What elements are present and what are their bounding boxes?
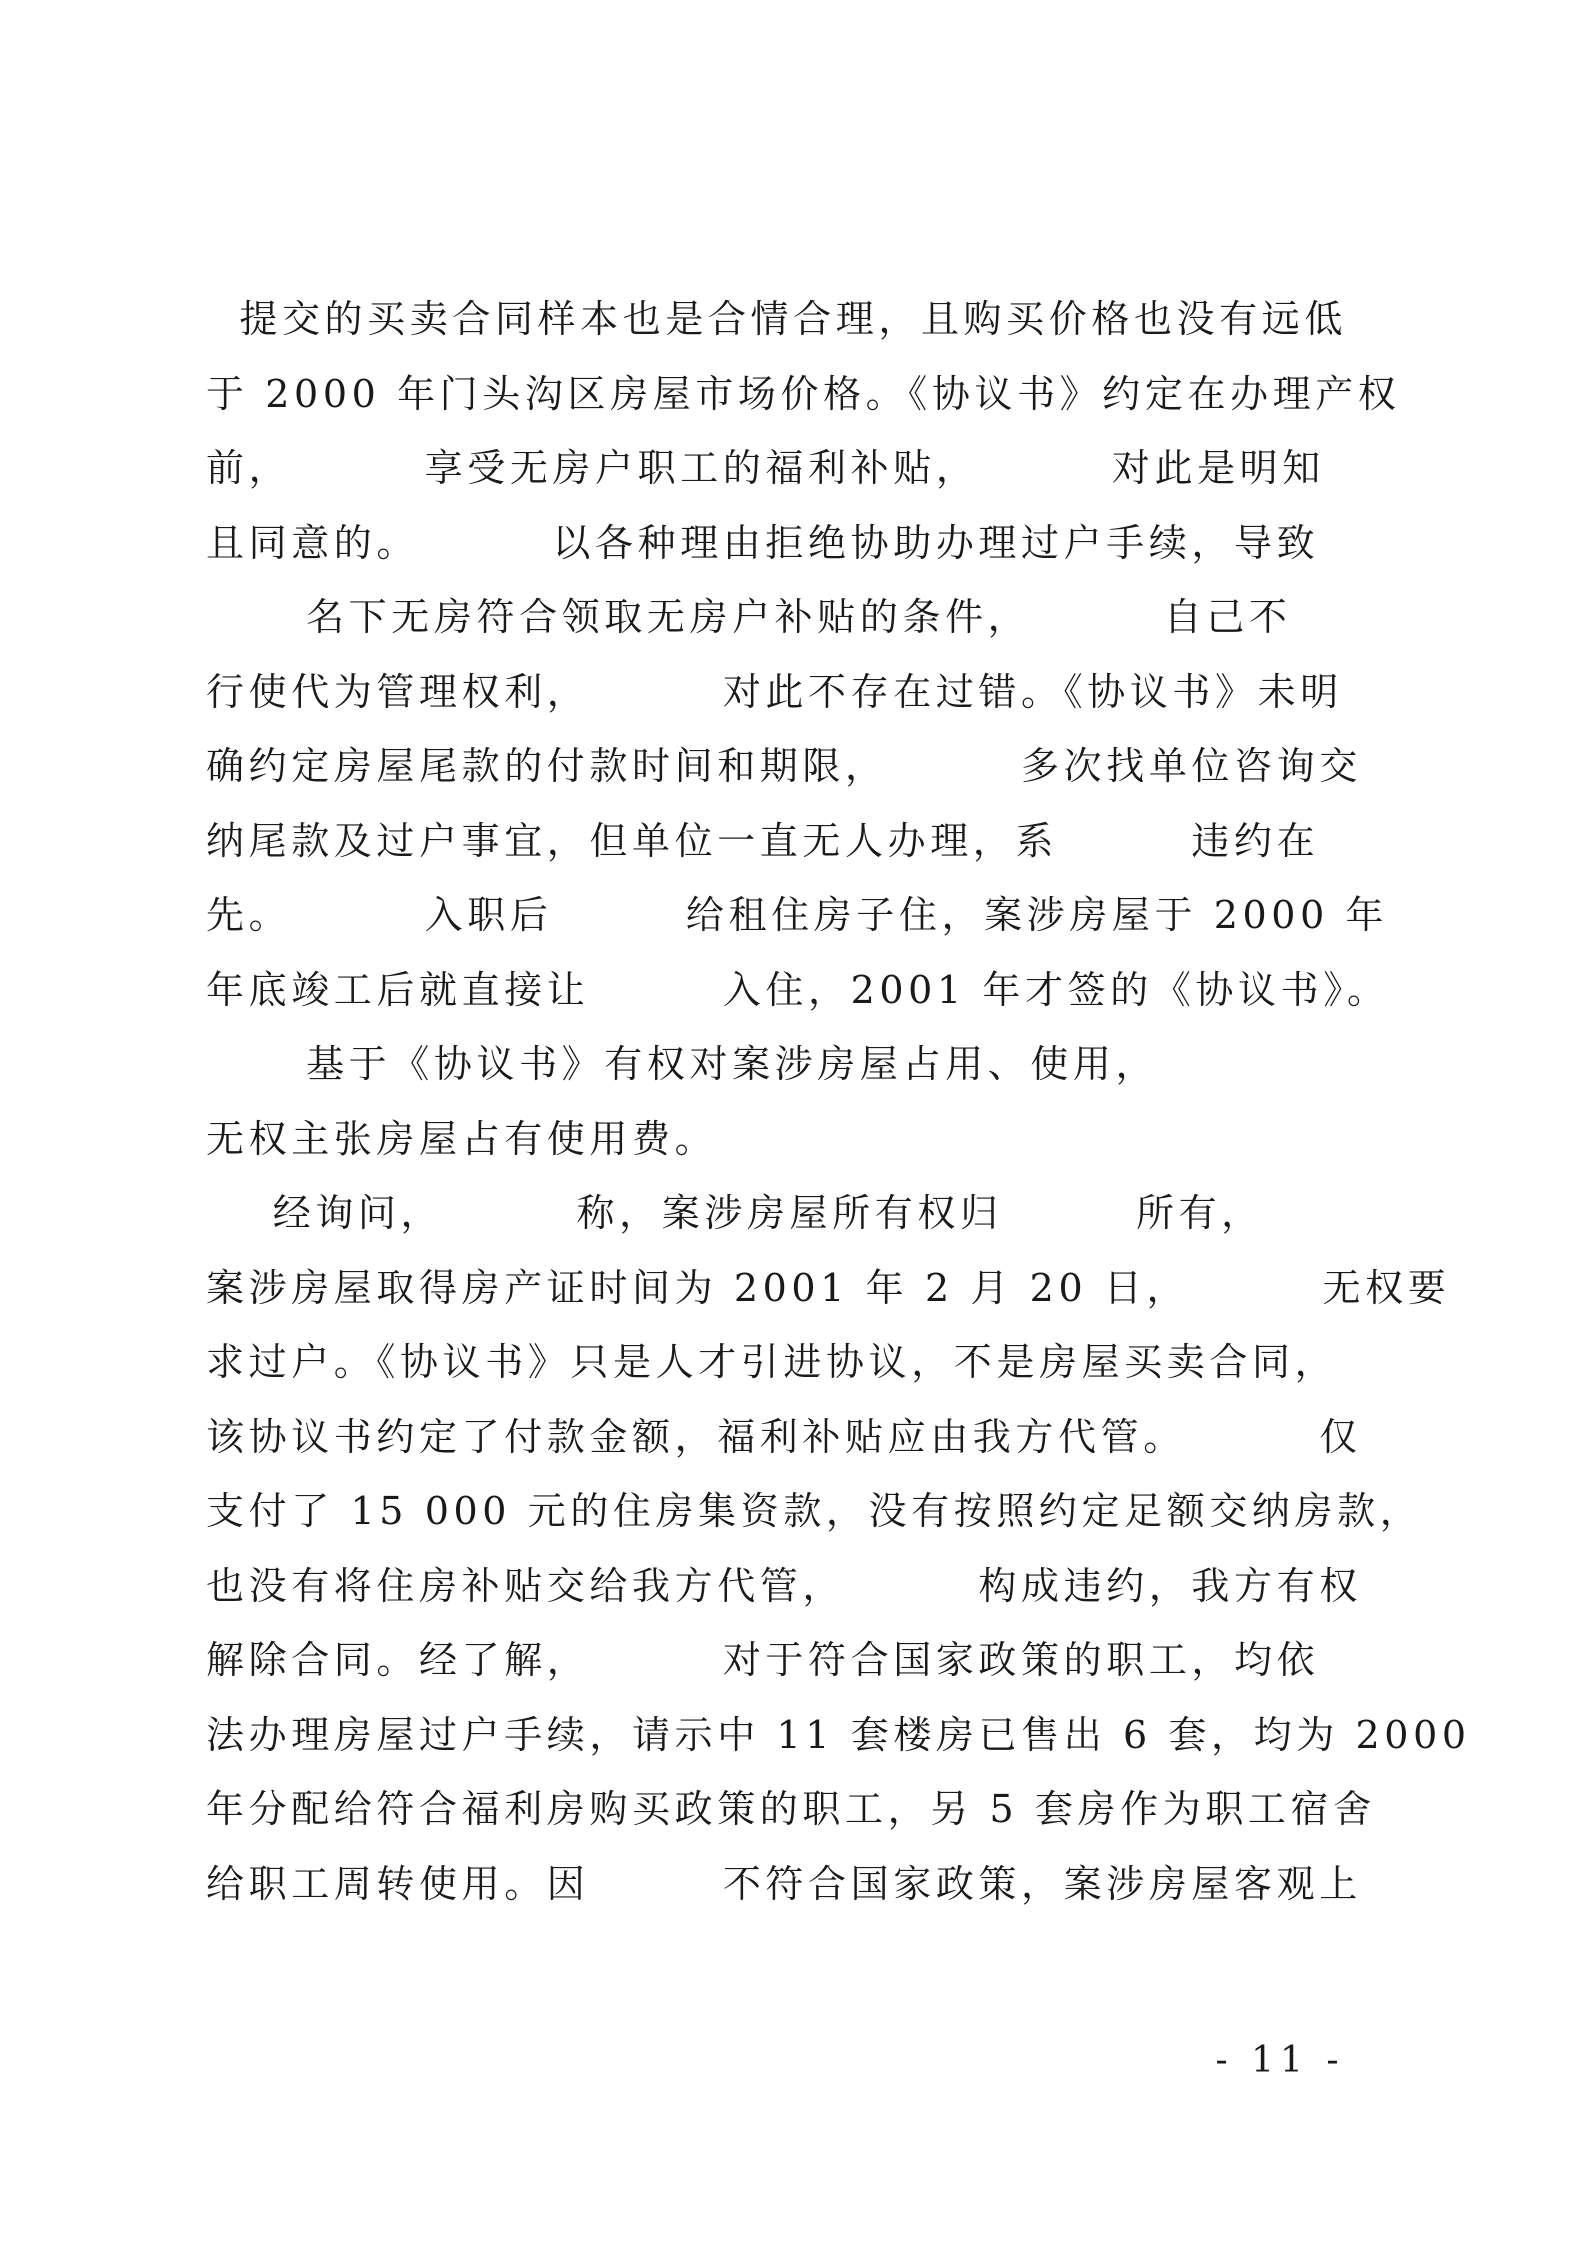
text-line: 解除合同。经了解， 对于符合国家政策的职工，均依 bbox=[206, 1638, 1320, 1682]
text-line: 基于《协议书》有权对案涉房屋占用、使用， bbox=[206, 1042, 1159, 1086]
text-line: 求过户。《协议书》只是人才引进协议，不是房屋买卖合同， bbox=[206, 1340, 1338, 1384]
page-number: - 11 - bbox=[1215, 2040, 1345, 2081]
text-line: 且同意的。 以各种理由拒绝协助办理过户手续，导致 bbox=[206, 520, 1320, 565]
text-line: 先。 入职后 给租住房子住，案涉房屋于 2000 年 bbox=[206, 893, 1389, 937]
text-line: 案涉房屋取得房产证时间为 2001 年 2 月 20 日， 无权要 bbox=[206, 1265, 1451, 1310]
text-line: 行使代为管理权利， 对此不存在过错。《协议书》未明 bbox=[206, 669, 1343, 714]
text-line: 给职工周转使用。因 不符合国家政策，案涉房屋客观上 bbox=[206, 1861, 1362, 1906]
text-line: 名下无房符合领取无房户补贴的条件， 自己不 bbox=[206, 595, 1292, 639]
text-line: 支付了 15 000 元的住房集资款，没有按照约定足额交纳房款， bbox=[206, 1489, 1423, 1533]
text-line: 该协议书约定了付款金额，福利补贴应由我方代管。 仅 bbox=[206, 1414, 1362, 1459]
text-line: 年底竣工后就直接让 入住，2001 年才签的《协议书》。 bbox=[206, 967, 1390, 1012]
text-line: 提交的买卖合同样本也是合情合理，且购买价格也没有远低 bbox=[206, 297, 1347, 341]
text-line: 前， 享受无房户职工的福利补贴， 对此是明知 bbox=[206, 446, 1325, 490]
text-line: 确约定房屋尾款的付款时间和期限， 多次找单位咨询交 bbox=[206, 744, 1362, 788]
text-line: 年分配给符合福利房购买政策的职工，另 5 套房作为职工宿舍 bbox=[206, 1787, 1376, 1831]
text-line: 无权主张房屋占有使用费。 bbox=[206, 1116, 718, 1161]
text-line: 纳尾款及过户事宜，但单位一直无人办理，系 违约在 bbox=[206, 818, 1320, 863]
text-line: 于 2000 年门头沟区房屋市场价格。《协议书》约定在办理产权 bbox=[206, 371, 1401, 416]
text-line: 经询问， 称，案涉房屋所有权归 所有， bbox=[206, 1191, 1264, 1235]
body-text bbox=[206, 282, 1471, 1921]
text-line: 法办理房屋过户手续，请示中 11 套楼房已售出 6 套，均为 2000 bbox=[206, 1712, 1471, 1757]
text-line: 也没有将住房补贴交给我方代管， 构成违约，我方有权 bbox=[206, 1563, 1362, 1608]
